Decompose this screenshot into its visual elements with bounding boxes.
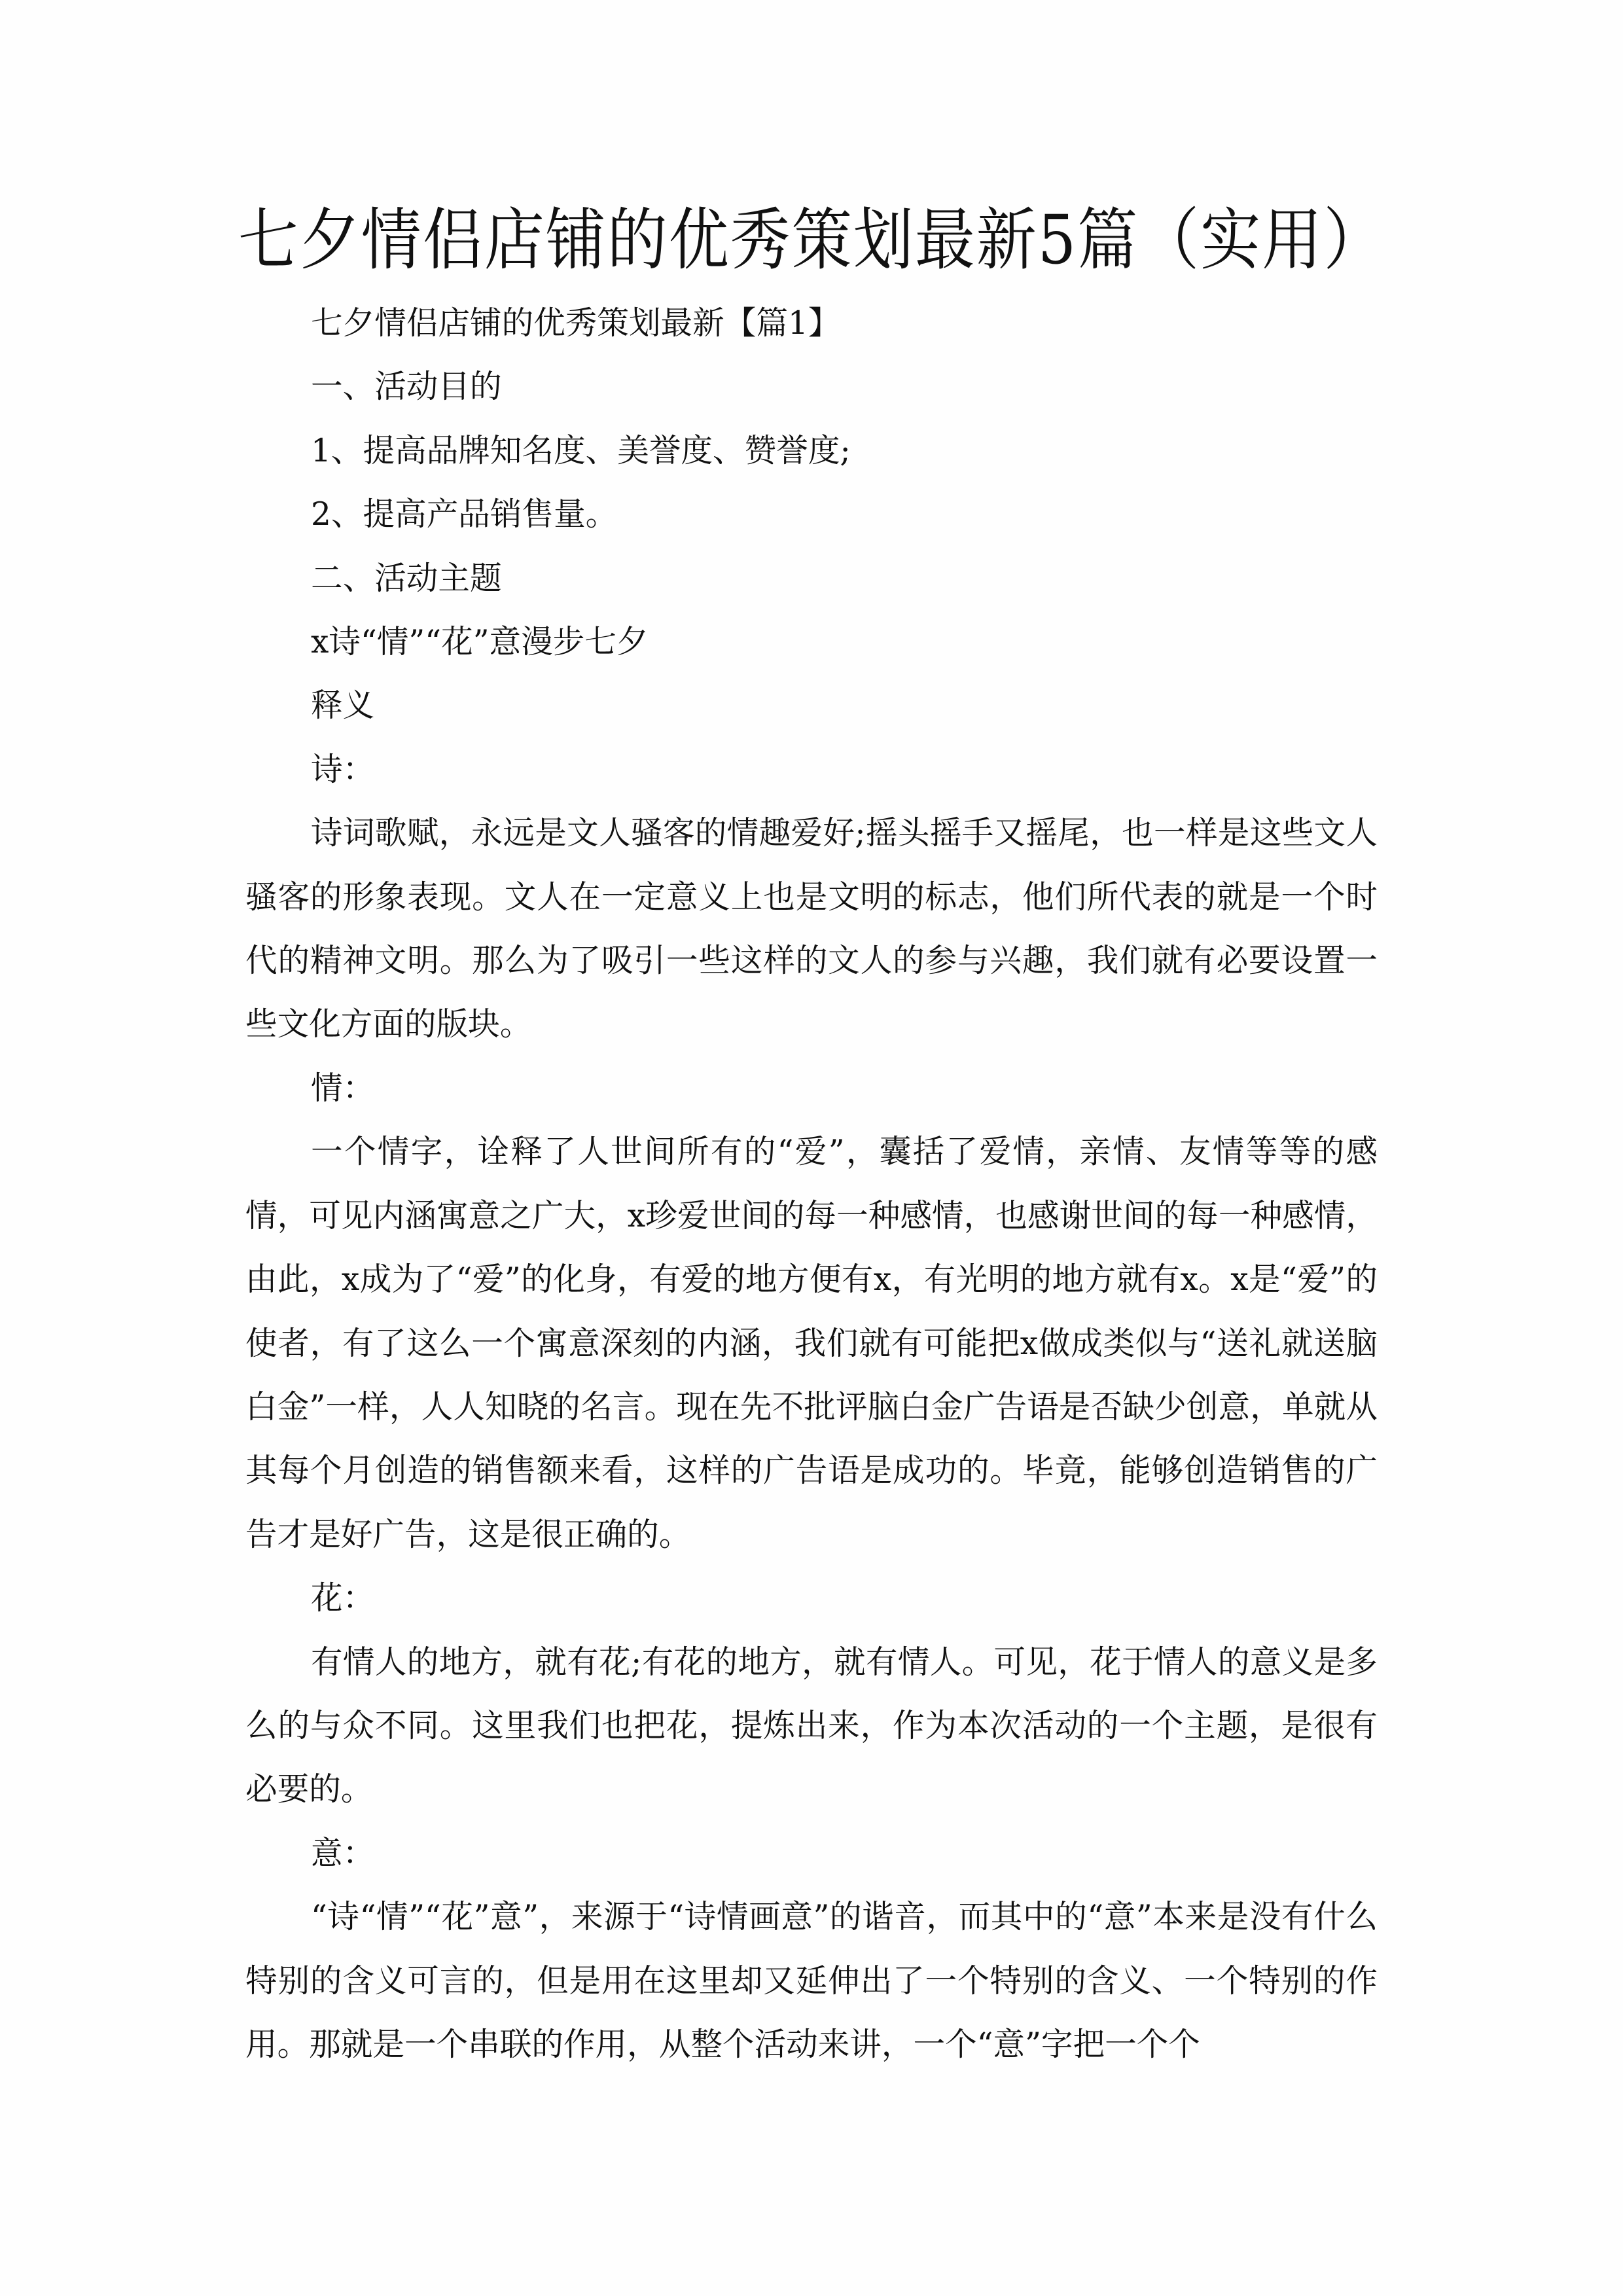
section-heading-article-1: 七夕情侣店铺的优秀策划最新【篇1】 <box>311 305 840 342</box>
list-item-brand-awareness: 1、提高品牌知名度、美誉度、赞誉度; <box>311 432 851 469</box>
document-body <box>245 292 1378 2077</box>
paragraph-flower: 有情人的地方，就有花;有花的地方，就有情人。可见，花于情人的意义是多么的与众不同。这里我们也把花，提炼出来，作为本次活动的一个主题，是很有必要的。 <box>245 1643 1378 1808</box>
heading-activity-theme: 二、活动主题 <box>311 560 502 597</box>
paragraph-love: 一个情字，诠释了人世间所有的“爱”，囊括了爱情，亲情、友情等等的感情，可见内涵寓意之广大，x珍爱世间的每一种感情，也感谢世间的每一种感情，由此，x成为了“爱”的化身，有爱的地方便有x，有光明的地方就有x。x是“爱”的使者，有了这么一个寓意深刻的内涵，我们就有可能把x做成类似与“送礼就送脑白金”一样，人人知晓的名言。现在先不批评脑白金广告语是否缺少创意，单就从其每个月创造的销售额来看，这样的广告语是成功的。毕竟，能够创造销售的广告才是好广告，这是很正确的。 <box>245 1134 1378 1553</box>
document-title: 七夕情侣店铺的优秀策划最新5篇（实用） <box>238 200 1385 279</box>
subheading-flower: 花： <box>311 1580 375 1617</box>
subheading-poetry: 诗： <box>311 751 375 788</box>
subheading-meaning: 意： <box>311 1835 375 1872</box>
subheading-interpretation: 释义 <box>311 687 375 725</box>
heading-activity-purpose: 一、活动目的 <box>311 368 502 406</box>
subheading-love: 情： <box>311 1069 375 1107</box>
theme-text: x诗“情”“花”意漫步七夕 <box>311 624 649 661</box>
paragraph-poetry: 诗词歌赋，永远是文人骚客的情趣爱好;摇头摇手又摇尾，也一样是这些文人骚客的形象表现。文人在一定意义上也是文明的标志，他们所代表的就是一个时代的精神文明。那么为了吸引一些这样的文人的参与兴趣，我们就有必要设置一些文化方面的版块。 <box>245 815 1378 1043</box>
list-item-sales-volume: 2、提高产品销售量。 <box>311 496 618 533</box>
paragraph-meaning: “诗“情”“花”意”，来源于“诗情画意”的谐音，而其中的“意”本来是没有什么特别的含义可言的，但是用在这里却又延伸出了一个特别的含义、一个特别的作用。那就是一个串联的作用，从整个活动来讲，一个“意”字把一个个 <box>245 1899 1378 2063</box>
